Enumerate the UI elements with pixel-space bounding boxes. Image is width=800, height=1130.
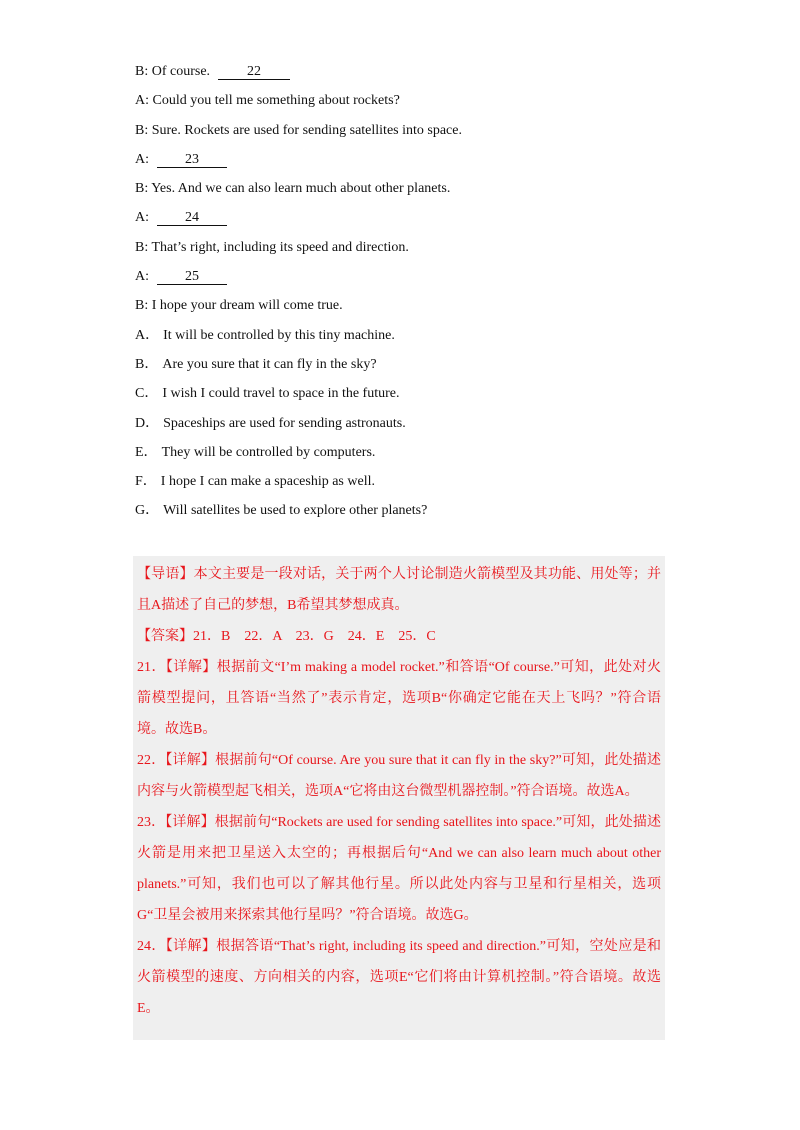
dialogue-line-6 bbox=[135, 208, 675, 237]
option-letter: C． bbox=[135, 386, 159, 402]
dialogue-line-1 bbox=[135, 62, 675, 91]
dialogue-section bbox=[135, 62, 675, 531]
dialogue-line-5: B: Yes. And we can also learn much about other planets. bbox=[135, 181, 451, 197]
dialogue-line-8 bbox=[135, 267, 675, 296]
analysis-answer: 【答案】21．B 22．A 23．G 24．E 25．C bbox=[137, 629, 436, 644]
option-text: I wish I could travel to space in the future. bbox=[162, 386, 400, 402]
option-text: I hope I can make a spaceship as well. bbox=[160, 474, 375, 490]
analysis-q21: 21．【详解】根据前文“I’m making a model rocket.”和答语“Of course.”可知，此处对火箭模型提问，且答语“当然了”表示肯定，选项B“你确定它能在天上飞吗？”符合语境。故选B。 bbox=[137, 660, 661, 737]
dialogue-text: A: bbox=[135, 210, 149, 226]
analysis-intro: 【导语】本文主要是一段对话，关于两个人讨论制造火箭模型及其功能、用处等；并且A描述了自己的梦想，B希望其梦想成真。 bbox=[137, 567, 661, 613]
option-f bbox=[135, 472, 675, 501]
dialogue-line-9: B: I hope your dream will come true. bbox=[135, 298, 343, 314]
dialogue-line-3: B: Sure. Rockets are used for sending satellites into space. bbox=[135, 122, 462, 138]
option-letter: A． bbox=[135, 327, 160, 343]
answer-blank-24: 24 bbox=[157, 210, 227, 226]
analysis-box bbox=[133, 556, 665, 1040]
answer-blank-22: 22 bbox=[218, 64, 290, 80]
option-text: Will satellites be used to explore other planets? bbox=[163, 503, 428, 519]
option-d bbox=[135, 414, 675, 443]
option-a bbox=[135, 326, 675, 355]
option-text: They will be controlled by computers. bbox=[161, 444, 376, 460]
option-letter: F． bbox=[135, 474, 157, 490]
analysis-q24: 24．【详解】根据答语“That’s right, including its speed and direction.”可知，空处应是和火箭模型的速度、方向相关的内容，选项E“它们将由计算机控制。”符合语境。故选E。 bbox=[137, 939, 661, 1016]
analysis-q23: 23．【详解】根据前句“Rockets are used for sending satellites into space.”可知，此处描述火箭是用来把卫星送入太空的；再根据后句“And we can also learn much about other planets.”可知，我们也可以了解其他行星。所以此处内容与卫星和行星相关，选项G“卫星会被用来探索其他行星吗？”符合语境。故选G。 bbox=[137, 815, 661, 923]
dialogue-line-2: A: Could you tell me something about rockets? bbox=[135, 93, 400, 109]
dialogue-text: A: bbox=[135, 269, 149, 285]
option-b bbox=[135, 355, 675, 384]
option-g bbox=[135, 501, 675, 530]
option-letter: E． bbox=[135, 444, 158, 460]
dialogue-text: B: Of course. bbox=[135, 64, 211, 79]
dialogue-line-7: B: That’s right, including its speed and direction. bbox=[135, 239, 409, 255]
option-text: Are you sure that it can fly in the sky? bbox=[162, 356, 377, 372]
option-letter: D． bbox=[135, 415, 160, 431]
option-e bbox=[135, 443, 675, 472]
answer-blank-23: 23 bbox=[157, 152, 227, 168]
answer-blank-25: 25 bbox=[157, 269, 227, 285]
option-letter: G． bbox=[135, 503, 160, 519]
option-c bbox=[135, 384, 675, 413]
dialogue-line-4 bbox=[135, 150, 675, 179]
option-letter: B． bbox=[135, 356, 159, 372]
analysis-q22: 22．【详解】根据前句“Of course. Are you sure that it can fly in the sky?”可知，此处描述内容与火箭模型起飞相关，选项A“它将由这台微型机器控制。”符合语境。故选A。 bbox=[137, 753, 661, 799]
dialogue-text: A: bbox=[135, 151, 149, 167]
option-text: It will be controlled by this tiny machine. bbox=[163, 327, 395, 343]
option-text: Spaceships are used for sending astronauts. bbox=[163, 415, 406, 431]
